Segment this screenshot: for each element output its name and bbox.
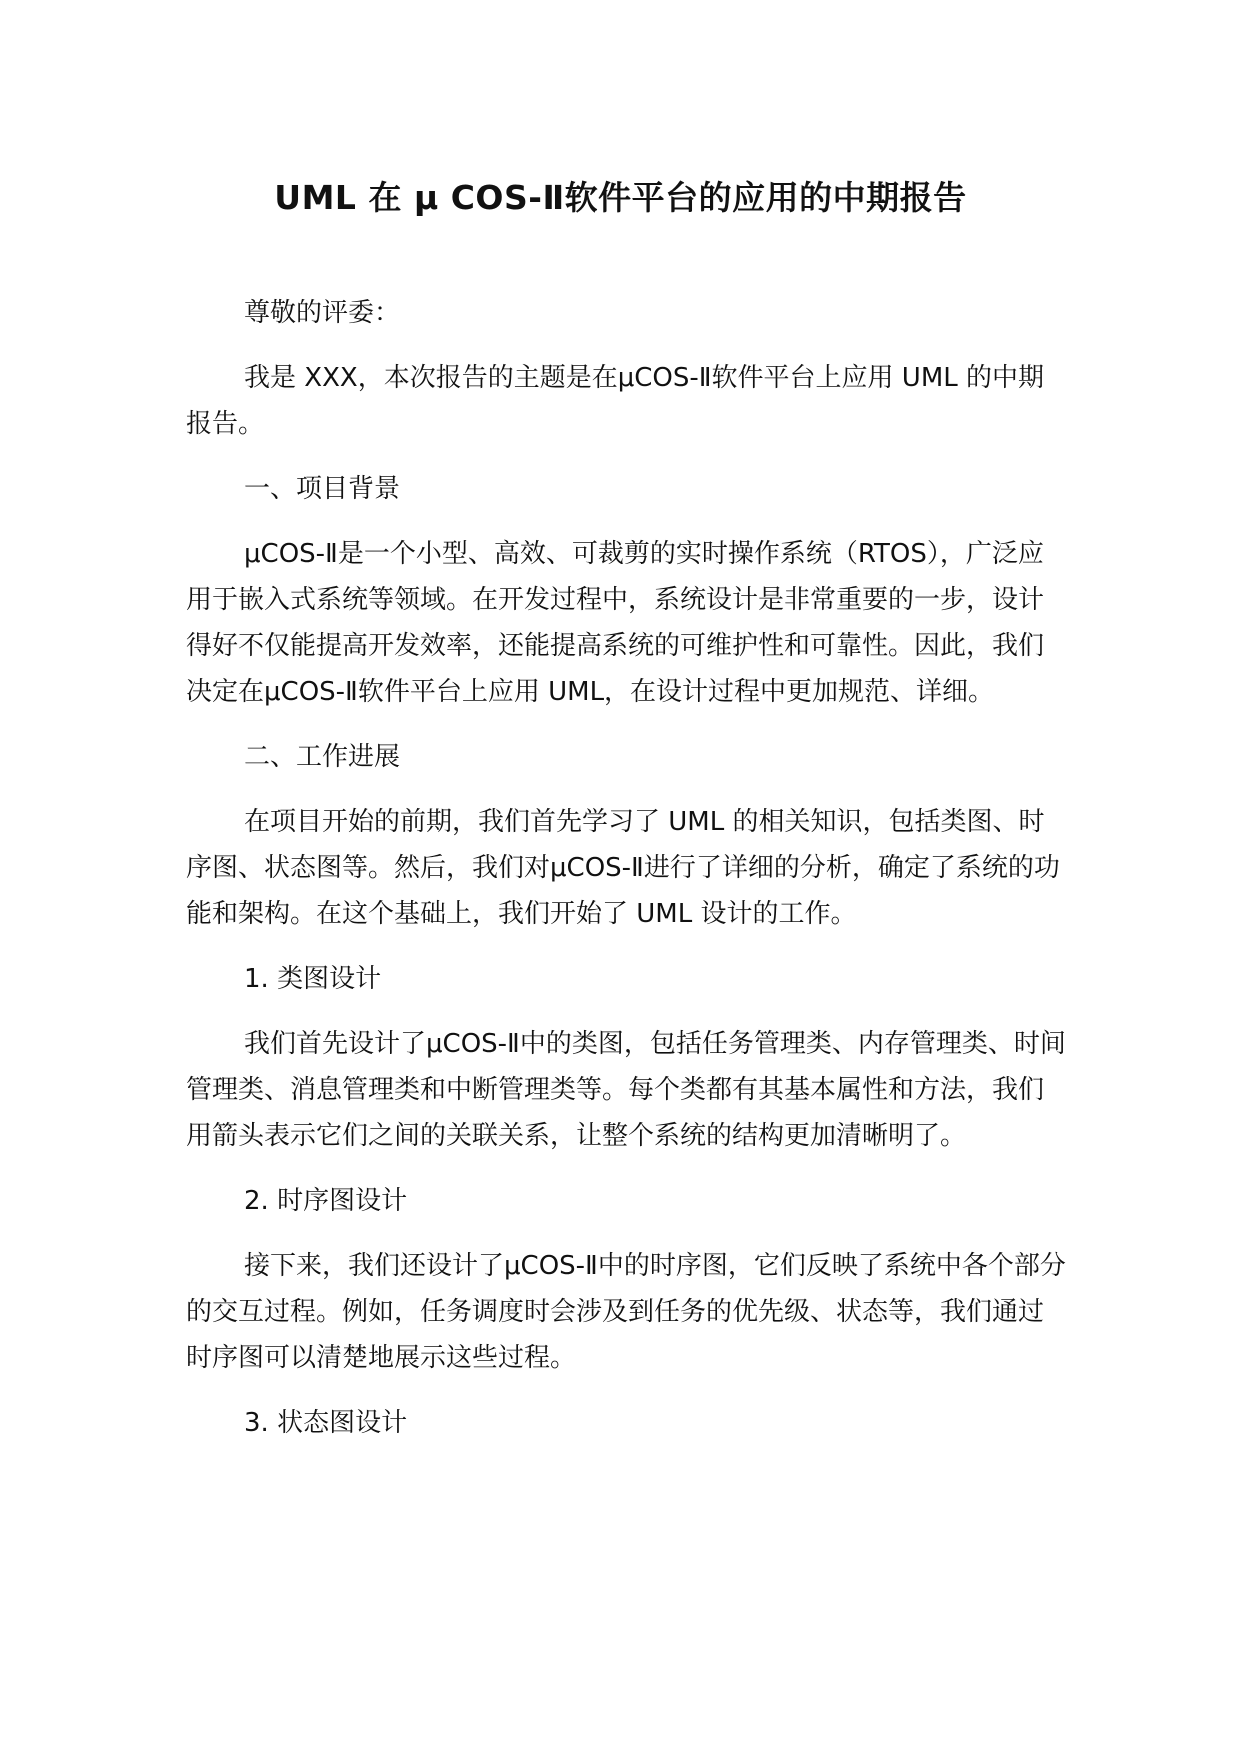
class-diagram-paragraph: 我们首先设计了μCOS-Ⅱ中的类图，包括任务管理类、内存管理类、时间管理类、消息管理类和中断管理类等。每个类都有其基本属性和方法，我们用箭头表示它们之间的关联关系，让整个系统的结构更加清晰明了。 — [186, 1029, 1066, 1151]
subsection-heading-state-diagram: 3. 状态图设计 — [244, 1408, 408, 1438]
progress-paragraph: 在项目开始的前期，我们首先学习了 UML 的相关知识，包括类图、时序图、状态图等。然后，我们对μCOS-Ⅱ进行了详细的分析，确定了系统的功能和架构。在这个基础上，我们开始了 UML 设计的工作。 — [186, 807, 1060, 929]
salutation: 尊敬的评委： — [244, 298, 401, 328]
subsection-heading-sequence-diagram: 2. 时序图设计 — [244, 1186, 408, 1216]
sequence-diagram-paragraph: 接下来，我们还设计了μCOS-Ⅱ中的时序图，它们反映了系统中各个部分的交互过程。例如，任务调度时会涉及到任务的优先级、状态等，我们通过时序图可以清楚地展示这些过程。 — [186, 1251, 1066, 1373]
subsection-heading-class-diagram: 1. 类图设计 — [244, 964, 382, 994]
section-heading-background: 一、项目背景 — [244, 474, 401, 504]
intro-paragraph: 我是 XXX，本次报告的主题是在μCOS-Ⅱ软件平台上应用 UML 的中期报告。 — [186, 363, 1045, 439]
section-heading-progress: 二、工作进展 — [244, 742, 401, 772]
background-paragraph: μCOS-Ⅱ是一个小型、高效、可裁剪的实时操作系统（RTOS），广泛应用于嵌入式系统等领域。在开发过程中，系统设计是非常重要的一步，设计得好不仅能提高开发效率，还能提高系统的可维护性和可靠性。因此，我们决定在μCOS-Ⅱ软件平台上应用 UML，在设计过程中更加规范、详细。 — [186, 539, 1045, 707]
document-body — [186, 290, 1066, 1465]
document-title: UML 在 μ COS-Ⅱ软件平台的应用的中期报告 — [274, 178, 967, 217]
